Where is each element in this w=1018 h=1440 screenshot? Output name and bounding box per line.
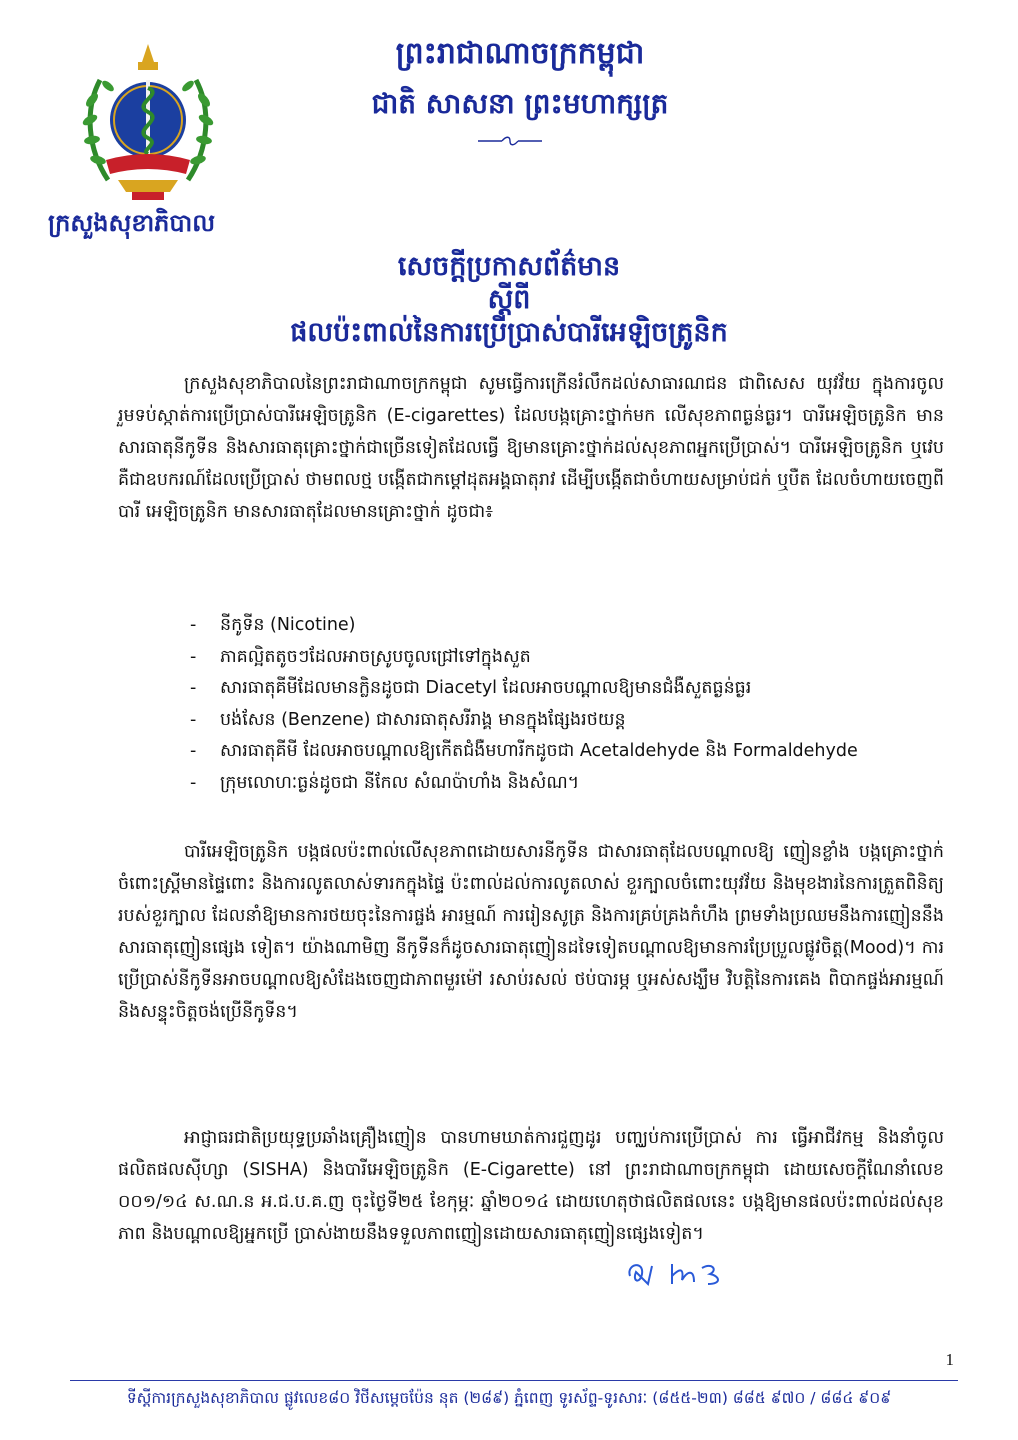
handwritten-initials <box>622 1254 732 1294</box>
ministry-logo-emblem <box>78 40 218 210</box>
list-item: - បង់សែន (Benzene) ជាសារធាតុសរីរាង្គ មានក្នុងផ្សែងរថយន្ត <box>190 709 626 730</box>
list-item: - នីកូទីន (Nicotine) <box>190 615 356 635</box>
body-paragraph-1: ក្រសួងសុខាភិបាលនៃព្រះរាជាណាចក្រកម្ពុជា សូមធ្វើការក្រើនរំលឹកដល់សាធារណជន ជាពិសេស យុវវ័យ ក្នុងការចូលរួមទប់ស្កាត់ការប្រើប្រាស់បារីអេឡិចត្រូនិក (E-cigarettes) ដែលបង្កគ្រោះថ្នាក់មក លើសុខភាពធ្ងន់ធ្ងរ។ បារីអេឡិចត្រូនិក មានសារធាតុនីកូទីន និងសារធាតុគ្រោះថ្នាក់ជាច្រើនទៀតដែលធ្វើ ឱ្យមានគ្រោះថ្នាក់ដល់សុខភាពអ្នកប្រើប្រាស់។ បារីអេឡិចត្រូនិក ឬវេប គឺជាឧបករណ៍ដែលប្រើប្រាស់ ថាមពលថ្ម បង្កើតជាកម្តៅដុតអង្គធាតុរាវ ដើម្បីបង្កើតជាចំហាយសម្រាប់ជក់ ឬបឺត ដែលចំហាយចេញពីបារី អេឡិចត្រូនិក មានសារធាតុដែលមានគ្រោះថ្នាក់ ដូចជា៖ <box>118 374 944 522</box>
document-title-about: ស្តីពី <box>487 284 531 315</box>
footer-address: ទីស្តីការក្រសួងសុខាភិបាល ផ្លូវលេខ៨០ វិថីសម្តេចប៉ែន នុត (២៨៩) ភ្នំពេញ ទូរស័ព្ទ-ទូរសារៈ (៨៥៥-២៣) ៨៨៥ ៩៧០ / ៨៨៤ ៩០៩ <box>126 1389 892 1407</box>
ministry-name: ក្រសួងសុខាភិបាល <box>48 209 216 237</box>
list-item: - ភាគល្អិតតូចៗដែលអាចស្រូបចូលជ្រៅទៅក្នុងសួត <box>190 646 531 667</box>
list-item: - ក្រុមលោហៈធ្ងន់ដូចជា នីកែល សំណប៉ាហាំង និងសំណ។ <box>190 772 580 793</box>
ornament-divider <box>478 136 542 146</box>
body-paragraph-2: បារីអេឡិចត្រូនិក បង្កផលប៉ះពាល់លើសុខភាពដោយសារនីកូទីន ជាសារធាតុដែលបណ្តាលឱ្យ ញៀនខ្លាំង បង្កគ្រោះថ្នាក់ចំពោះស្ត្រីមានផ្ទៃពោះ និងការលូតលាស់ទារកក្នុងផ្ទៃ ប៉ះពាល់ដល់ការលូតលាស់ ខួរក្បាលចំពោះយុវវ័យ និងមុខងារនៃការត្រួតពិនិត្យរបស់ខួរក្បាល ដែលនាំឱ្យមានការថយចុះនៃការផ្ចង់ អារម្មណ៍ ការរៀនសូត្រ និងការគ្រប់គ្រងកំហឹង ព្រមទាំងប្រឈមនឹងការញៀននឹងសារធាតុញៀនផ្សេង ទៀត។ យ៉ាងណាមិញ នីកូទីនក៏ដូចសារធាតុញៀនដទៃទៀតបណ្តាលឱ្យមានការប្រែប្រួលផ្លូវចិត្ត(Mood)។ ការប្រើប្រាស់នីកូទីនអាចបណ្តាលឱ្យសំដែងចេញជាភាពមួរម៉ៅ រសាប់រសល់ ថប់បារម្ភ ឬអស់សង្ឃឹម វិបត្តិនៃការគេង ពិបាកផ្ចង់អារម្មណ៍ និងសន្ទុះចិត្តចង់ប្រើនីកូទីន។ <box>118 842 944 1022</box>
document-subject: ផលប៉ះពាល់នៃការប្រើប្រាស់បារីអេឡិចត្រូនិក <box>290 317 728 348</box>
kingdom-title: ព្រះរាជាណាចក្រកម្ពុជា <box>395 36 645 71</box>
national-motto: ជាតិ សាសនា ព្រះមហាក្សត្រ <box>371 87 669 120</box>
document-title: សេចក្តីប្រកាសព័ត៌មាន <box>397 251 621 282</box>
page-number: 1 <box>945 1350 954 1369</box>
footer-divider <box>70 1380 958 1381</box>
harmful-substances-list <box>190 610 950 799</box>
list-item: - សារធាតុគីមីដែលមានក្លិនដូចជា Diacetyl ដែលអាចបណ្តាលឱ្យមានជំងឺសួតធ្ងន់ធ្ងរ <box>190 678 752 698</box>
body-paragraph-3: អាជ្ញាធរជាតិប្រយុទ្ធប្រឆាំងគ្រឿងញៀន បានហាមឃាត់ការជួញដូរ បញ្ឈប់ការប្រើប្រាស់ ការ ធ្វើអាជីវកម្ម និងនាំចូលផលិតផលស៊ីហ្សា (SISHA) និងបារីអេឡិចត្រូនិក (E-Cigarette) នៅ ព្រះរាជាណាចក្រកម្ពុជា ដោយសេចក្តីណែនាំលេខ ០០១/១៤ ស.ណ.ន អ.ជ.ប.គ.ញ ចុះថ្ងៃទី២៥ ខែកុម្ភៈ ឆ្នាំ២០១៤ ដោយហេតុថាផលិតផលនេះ បង្កឱ្យមានផលប៉ះពាល់ដល់សុខភាព និងបណ្តាលឱ្យអ្នកប្រើ ប្រាស់ងាយនឹងទទួលភាពញៀនដោយសារធាតុញៀនផ្សេងទៀត។ <box>118 1128 944 1244</box>
list-item: - សារធាតុគីមី ដែលអាចបណ្តាលឱ្យកើតជំងឺមហារីកដូចជា Acetaldehyde និង Formaldehyde <box>190 741 858 761</box>
